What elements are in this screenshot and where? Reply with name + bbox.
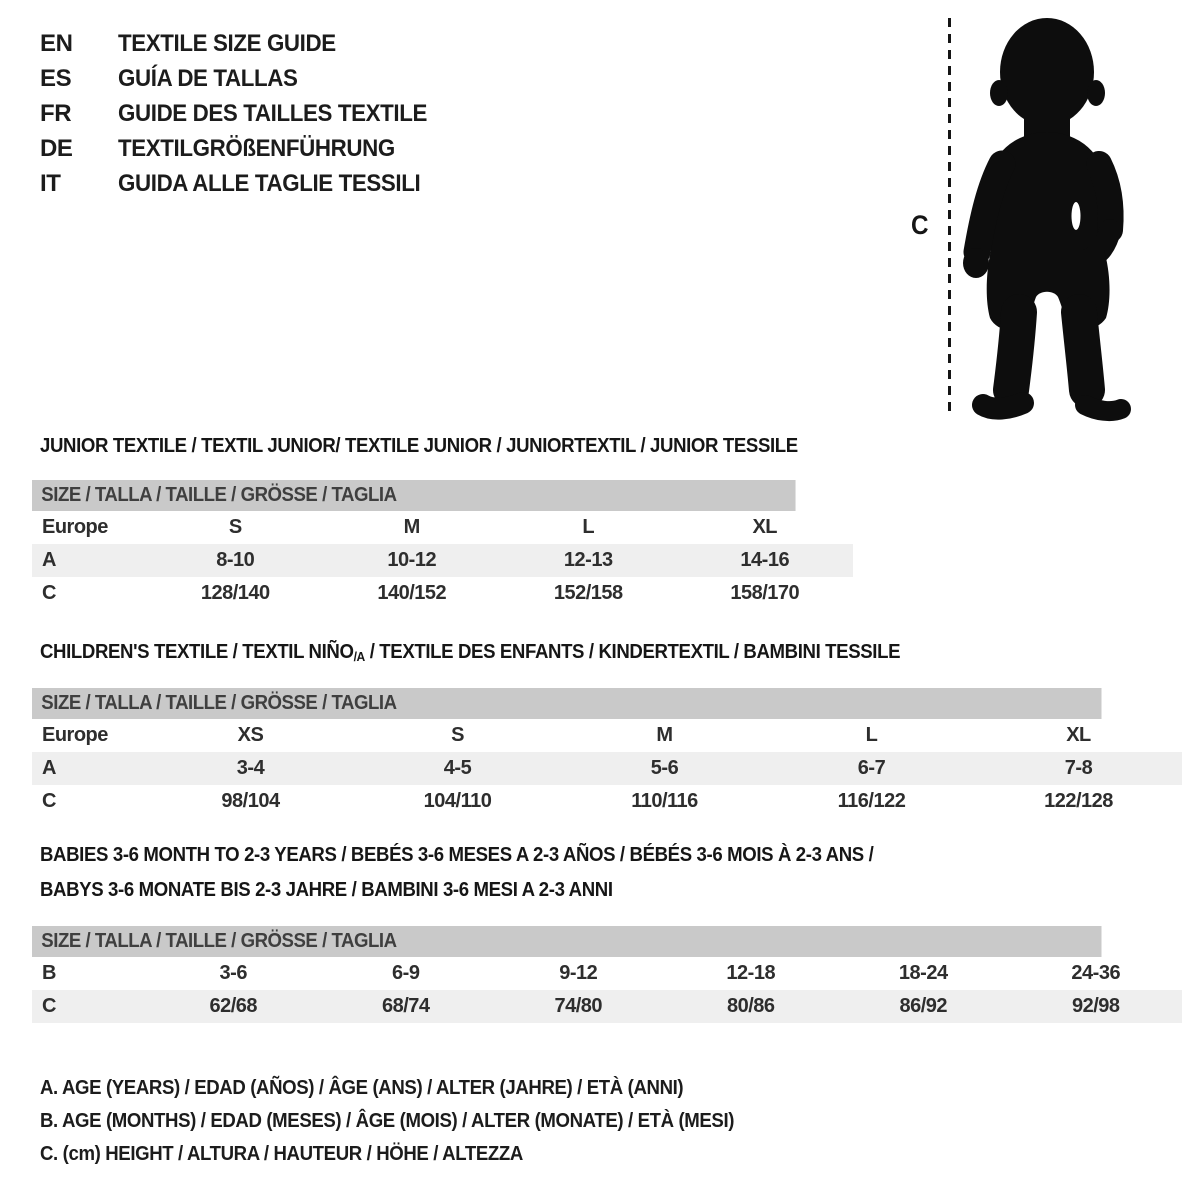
months-value: 3-6 xyxy=(219,962,247,984)
language-row xyxy=(40,96,450,131)
height-value: 140/152 xyxy=(377,582,447,604)
size-column: S xyxy=(228,516,242,538)
height-value: 86/92 xyxy=(899,995,948,1017)
height-value: 152/158 xyxy=(553,582,623,604)
children-height-row xyxy=(32,785,1182,818)
children-europe-row xyxy=(32,719,1182,752)
height-measure-label: C xyxy=(910,210,929,240)
height-value: 68/74 xyxy=(381,995,430,1017)
children-title-pre: CHILDREN'S TEXTILE / TEXTIL NIÑO xyxy=(40,641,354,663)
age-value: 8-10 xyxy=(216,549,255,571)
height-value: 158/170 xyxy=(730,582,800,604)
junior-section-title: JUNIOR TEXTILE / TEXTIL JUNIOR/ TEXTILE JUNIOR / JUNIORTEXTIL / JUNIOR TESSILE xyxy=(40,435,798,457)
months-value: 18-24 xyxy=(898,962,948,984)
height-value: 128/140 xyxy=(200,582,270,604)
age-value: 14-16 xyxy=(740,549,790,571)
age-value: 10-12 xyxy=(387,549,437,571)
height-value: 62/68 xyxy=(209,995,258,1017)
row-label-a: A xyxy=(42,549,56,571)
row-label-c: C xyxy=(42,790,56,812)
months-value: 12-18 xyxy=(726,962,776,984)
height-value: 110/116 xyxy=(631,790,698,812)
height-measure-dashed-line xyxy=(948,18,951,416)
legend-line-b: B. AGE (MONTHS) / EDAD (MESES) / ÂGE (MOIS) / ALTER (MONATE) / ETÀ (MESI) xyxy=(40,1110,735,1132)
language-row xyxy=(40,61,450,96)
size-column: S xyxy=(451,724,464,746)
junior-size-table xyxy=(32,480,853,610)
guide-title-en: TEXTILE SIZE GUIDE xyxy=(118,30,336,57)
row-label-b: B xyxy=(42,962,56,984)
legend-line-c: C. (cm) HEIGHT / ALTURA / HAUTEUR / HÖHE / ALTEZZA xyxy=(40,1143,523,1165)
size-column: XS xyxy=(237,724,264,746)
guide-title-de: TEXTILGRÖßENFÜHRUNG xyxy=(118,135,395,162)
age-value: 4-5 xyxy=(443,757,472,779)
legend-line-a: A. AGE (YEARS) / EDAD (AÑOS) / ÂGE (ANS) / ALTER (JAHRE) / ETÀ (ANNI) xyxy=(40,1077,684,1099)
size-column: M xyxy=(656,724,673,746)
height-value: 98/104 xyxy=(221,790,280,812)
toddler-silhouette xyxy=(958,12,1144,426)
height-value: 122/128 xyxy=(1044,790,1113,812)
language-title-list xyxy=(40,26,450,201)
language-row xyxy=(40,26,450,61)
row-label-europe: Europe xyxy=(42,724,108,746)
babies-size-table xyxy=(32,926,1182,1023)
children-section-title xyxy=(40,640,900,666)
age-value: 7-8 xyxy=(1064,757,1093,779)
babies-section-title-line2: BABYS 3-6 MONATE BIS 2-3 JAHRE / BAMBINI 3-6 MESI A 2-3 ANNI xyxy=(40,879,613,901)
children-title-sub: /A xyxy=(353,649,365,664)
language-code: FR xyxy=(40,100,72,127)
language-row xyxy=(40,166,450,201)
height-value: 92/98 xyxy=(1071,995,1120,1017)
row-label-europe: Europe xyxy=(42,516,108,538)
months-value: 6-9 xyxy=(392,962,420,984)
babies-height-row xyxy=(32,990,1182,1023)
months-value: 9-12 xyxy=(559,962,598,984)
silhouette-head xyxy=(1000,18,1094,126)
junior-europe-row xyxy=(32,511,853,544)
junior-size-header: SIZE / TALLA / TAILLE / GRÖSSE / TAGLIA xyxy=(32,480,796,511)
row-label-c: C xyxy=(42,995,56,1017)
babies-months-row xyxy=(32,957,1182,990)
height-value: 74/80 xyxy=(554,995,603,1017)
legend xyxy=(40,1072,786,1171)
junior-height-row xyxy=(32,577,853,610)
language-code: DE xyxy=(40,135,73,162)
size-column: XL xyxy=(752,516,778,538)
children-title-post: / TEXTILE DES ENFANTS / KINDERTEXTIL / BAMBINI TESSILE xyxy=(364,641,901,663)
children-size-table xyxy=(32,688,1182,818)
language-code: ES xyxy=(40,65,72,92)
size-column: L xyxy=(865,724,878,746)
height-value: 80/86 xyxy=(726,995,775,1017)
guide-title-fr: GUIDE DES TAILLES TEXTILE xyxy=(118,100,427,127)
language-code: IT xyxy=(40,170,61,197)
babies-size-header: SIZE / TALLA / TAILLE / GRÖSSE / TAGLIA xyxy=(32,926,1102,957)
age-value: 12-13 xyxy=(563,549,613,571)
row-label-a: A xyxy=(42,757,56,779)
size-column: M xyxy=(403,516,420,538)
junior-age-row xyxy=(32,544,853,577)
age-value: 5-6 xyxy=(650,757,679,779)
babies-section-title-line1: BABIES 3-6 MONTH TO 2-3 YEARS / BEBÉS 3-6 MESES A 2-3 AÑOS / BÉBÉS 3-6 MOIS À 2-3 ANS / xyxy=(40,844,874,866)
language-row xyxy=(40,131,450,166)
age-value: 3-4 xyxy=(236,757,265,779)
age-value: 6-7 xyxy=(857,757,886,779)
months-value: 24-36 xyxy=(1071,962,1121,984)
size-column: L xyxy=(582,516,595,538)
height-value: 104/110 xyxy=(423,790,492,812)
guide-title-it: GUIDA ALLE TAGLIE TESSILI xyxy=(118,170,421,197)
height-value: 116/122 xyxy=(837,790,906,812)
guide-title-es: GUÍA DE TALLAS xyxy=(118,65,298,92)
language-code: EN xyxy=(40,30,73,57)
children-age-row xyxy=(32,752,1182,785)
children-size-header: SIZE / TALLA / TAILLE / GRÖSSE / TAGLIA xyxy=(32,688,1102,719)
size-column: XL xyxy=(1066,724,1091,746)
row-label-c: C xyxy=(42,582,56,604)
